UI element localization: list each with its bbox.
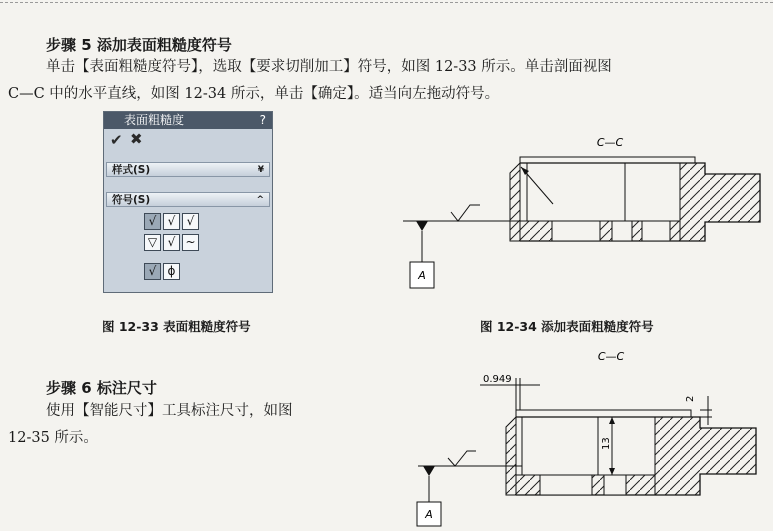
left-wall-hatch (510, 163, 520, 241)
figure-12-33-caption: 图 12-33 表面粗糙度符号 (102, 319, 251, 334)
datum-label: A (418, 269, 426, 282)
jis-basic-button[interactable]: ▽ (144, 234, 161, 251)
bottom-slot-3 (642, 221, 670, 241)
right-body-hatch-2 (655, 417, 756, 495)
machining-prohibited-button[interactable]: √ (182, 213, 199, 230)
right-body-hatch (680, 163, 760, 241)
step5-paragraph-line1: 单击【表面粗糙度符号】，选取【要求切削加工】符号，如图 12-33 所示。单击剖面视图 (46, 59, 612, 75)
dim-top-value: 0.949 (483, 374, 512, 385)
inner-pocket-2 (522, 417, 655, 475)
bottom-slot-2-1 (540, 475, 592, 495)
dim-right-value: 2 (685, 395, 696, 402)
step6-heading: 步骤 6 标注尺寸 (46, 379, 157, 397)
jis-machined-button[interactable]: √ (163, 234, 180, 251)
bottom-slot-2-2 (604, 475, 626, 495)
basic-symbol-button[interactable]: √ (144, 213, 161, 230)
cursor-arrow-head (521, 167, 529, 175)
all-around-symbol-button[interactable]: ϕ (163, 263, 180, 280)
local-symbol-button[interactable]: √ (144, 263, 161, 280)
machining-required-button[interactable]: √ (163, 213, 180, 230)
step5-heading: 步骤 5 添加表面粗糙度符号 (46, 36, 232, 54)
symbol-group-label: 符号(S) (112, 194, 151, 206)
chevron-down-icon[interactable]: ¥ (257, 165, 264, 175)
left-wall-hatch-2 (506, 417, 516, 495)
chevron-up-icon[interactable]: ^ (256, 195, 264, 205)
step5-paragraph-line2: C—C 中的水平直线，如图 12-34 所示，单击【确定】。适当向左拖动符号。 (8, 86, 500, 102)
help-icon[interactable]: ? (259, 113, 266, 127)
step6-paragraph-line2: 12-35 所示。 (8, 430, 98, 446)
top-plate-2 (516, 410, 691, 417)
datum-triangle-2 (423, 466, 435, 476)
roughness-symbol[interactable] (451, 205, 480, 221)
bottom-slot-1 (552, 221, 600, 241)
panel-title: 表面粗糙度 (124, 113, 185, 127)
style-group-label: 样式(S) (112, 164, 151, 176)
datum-label-2: A (425, 508, 433, 521)
section-view-label-2: C—C (597, 350, 625, 363)
dim-height-arrow-top (609, 417, 615, 424)
figure-12-34-caption: 图 12-34 添加表面粗糙度符号 (480, 319, 654, 334)
dim-height-arrow-bottom (609, 468, 615, 475)
section-view-label: C—C (596, 136, 624, 149)
bottom-slot-2 (612, 221, 632, 241)
inner-pocket (527, 163, 680, 221)
roughness-symbol-2[interactable] (448, 451, 476, 466)
step6-paragraph-line1: 使用【智能尺寸】工具标注尺寸，如图 (46, 403, 293, 419)
figure-12-34 (403, 136, 760, 288)
figure-12-35 (417, 350, 756, 526)
datum-triangle (416, 221, 428, 231)
dim-height-value: 13 (601, 437, 612, 450)
jis-no-machining-button[interactable]: ~ (182, 234, 199, 251)
check-icon[interactable]: ✔ (110, 131, 123, 149)
top-plate (520, 157, 695, 163)
x-icon[interactable]: ✖ (130, 130, 143, 148)
